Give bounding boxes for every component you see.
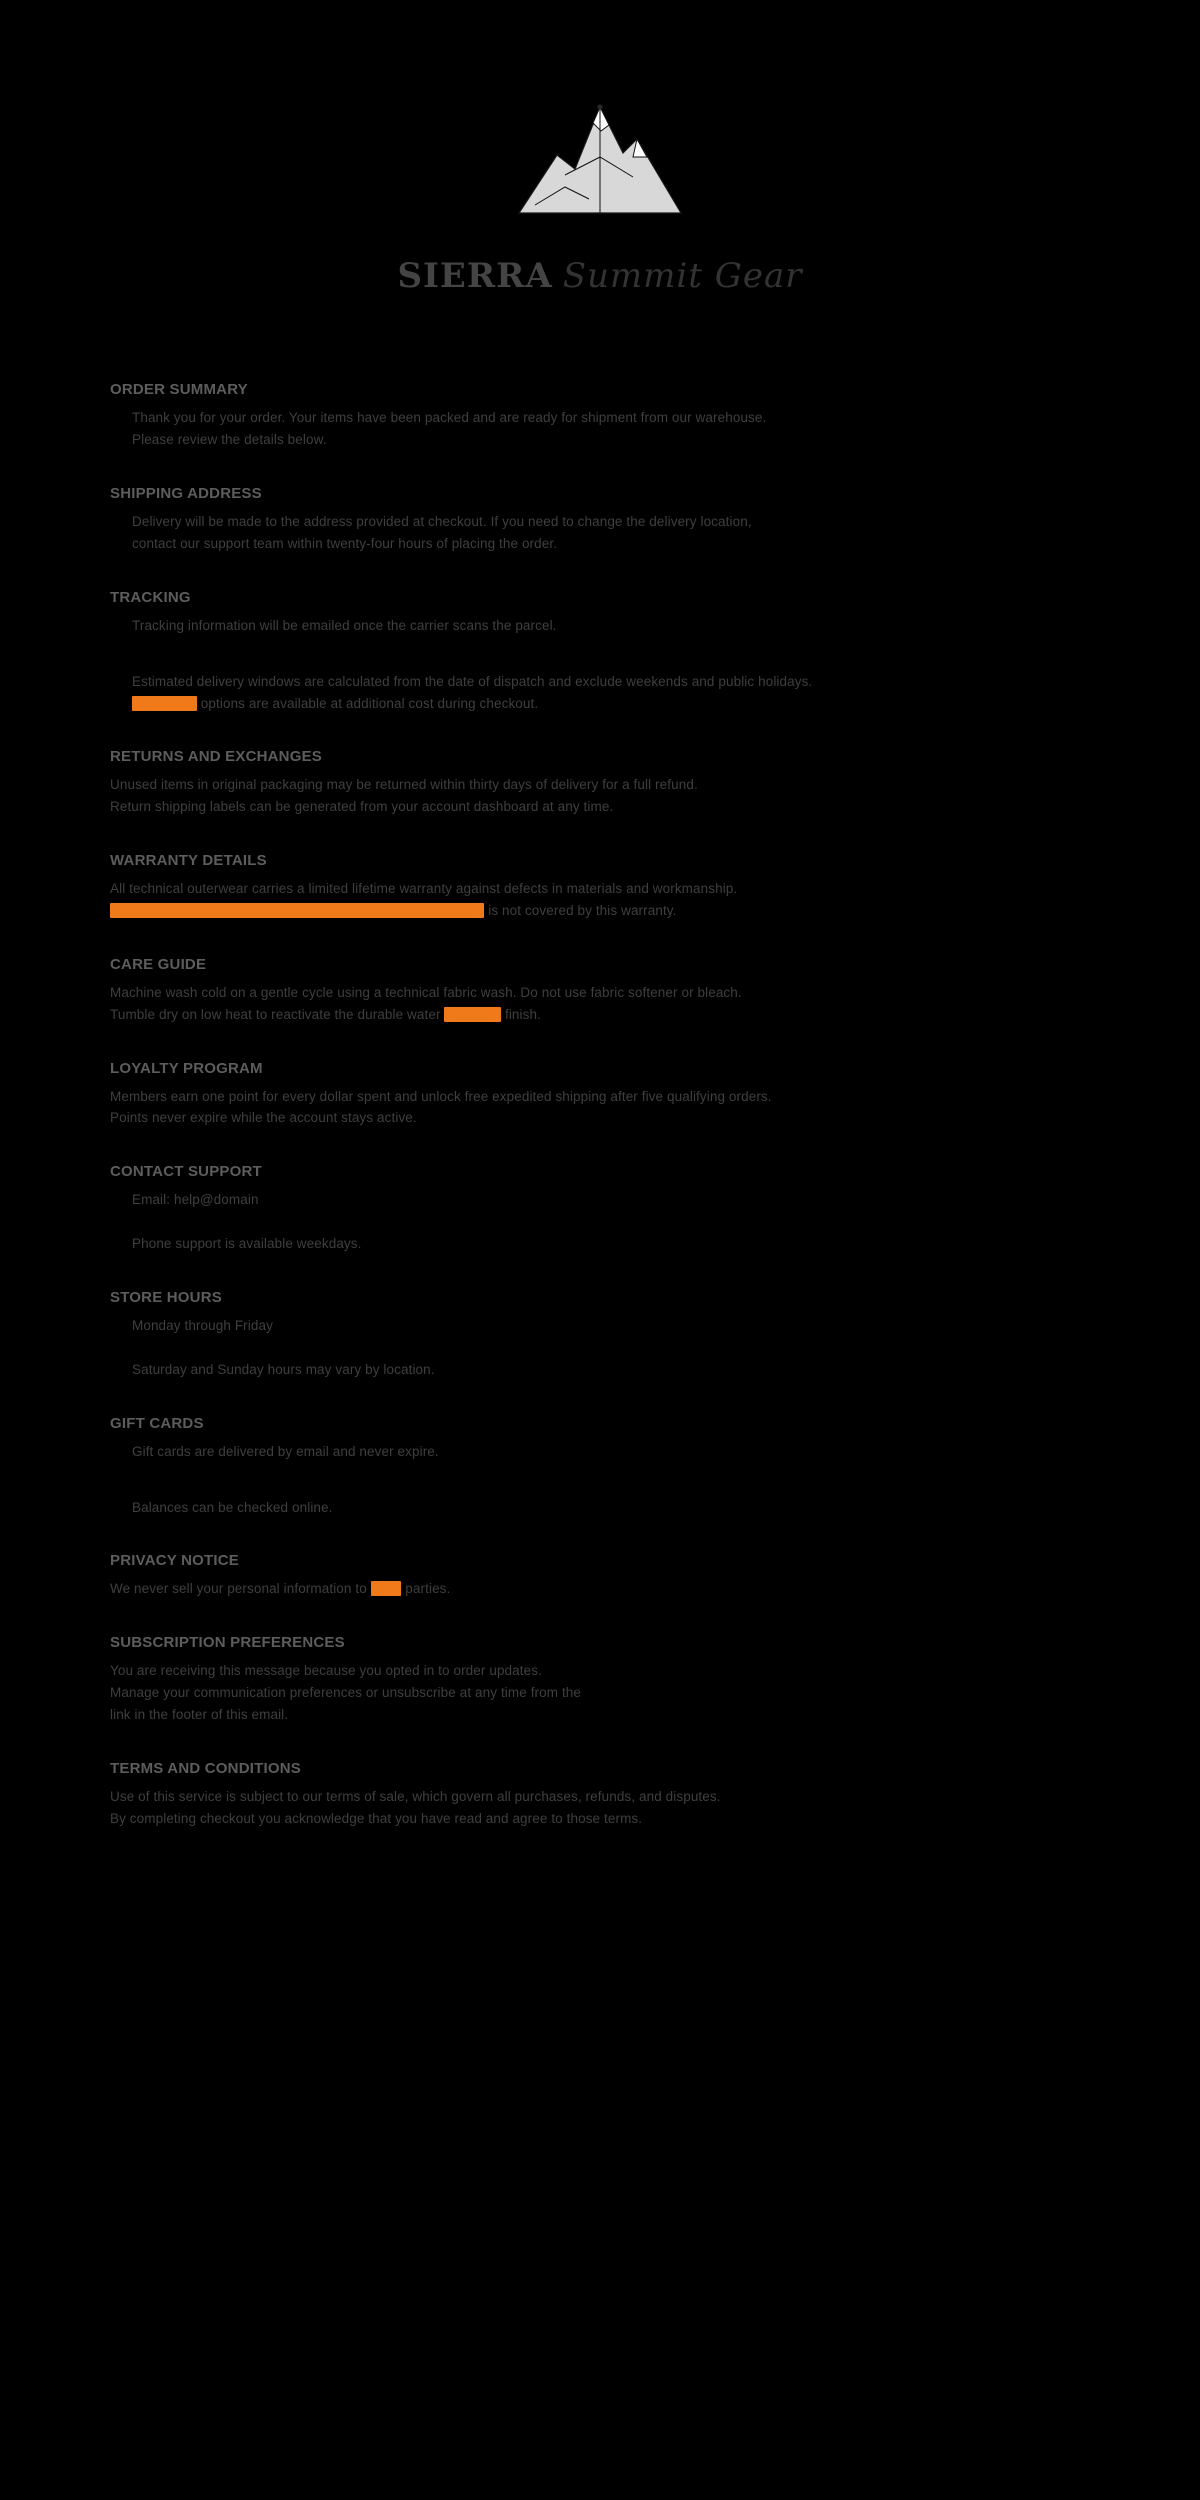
text-line: Please review the details below. xyxy=(132,432,327,448)
text-line: link in the footer of this email. xyxy=(110,1707,289,1723)
section-text xyxy=(110,982,1090,1026)
section-heading: ORDER SUMMARY xyxy=(110,381,248,399)
blank-line xyxy=(132,1337,1090,1359)
text-line: Manage your communication preferences or unsubscribe at any time from the xyxy=(110,1685,582,1701)
section-heading: PRIVACY NOTICE xyxy=(110,1552,239,1570)
section-text xyxy=(110,1315,1090,1381)
highlighted-text: Damage caused by normal wear, accidents, or improper care xyxy=(112,902,483,918)
section-heading: LOYALTY PROGRAM xyxy=(110,1059,263,1077)
section-text xyxy=(110,1497,1090,1519)
section-heading: GIFT CARDS xyxy=(110,1414,204,1432)
section-text xyxy=(110,1660,1090,1726)
blank-line xyxy=(132,1211,1090,1233)
logo-container xyxy=(0,80,1200,240)
section-heading: CARE GUIDE xyxy=(110,955,207,973)
text-line xyxy=(110,1578,1090,1600)
text-line: Estimated delivery windows are calculated from the date of dispatch and exclude weekends and public holidays. xyxy=(132,673,813,689)
document-section xyxy=(110,1634,1090,1726)
section-text xyxy=(110,615,1090,637)
text-line xyxy=(110,900,1090,922)
document-section xyxy=(110,1289,1090,1381)
text-run: is not covered by this warranty. xyxy=(484,902,677,918)
document-section xyxy=(110,1552,1090,1600)
mountain-peaks-logo-icon xyxy=(505,95,695,225)
document-section xyxy=(110,1497,1090,1519)
text-line: Tracking information will be emailed once the carrier scans the parcel. xyxy=(132,617,557,633)
document-section xyxy=(110,589,1090,637)
section-heading: SHIPPING ADDRESS xyxy=(110,485,262,503)
text-line: Monday through Friday xyxy=(132,1318,273,1333)
section-heading: STORE HOURS xyxy=(110,1289,222,1306)
text-line: Members earn one point for every dollar spent and unlock free expedited shipping after five qualifying orders. xyxy=(110,1088,772,1104)
text-run: finish. xyxy=(501,1006,541,1022)
text-line: Email: help@domain xyxy=(132,1192,259,1208)
section-text xyxy=(110,1786,1090,1830)
document-header xyxy=(0,0,1200,295)
text-line: Balances can be checked online. xyxy=(132,1499,333,1515)
section-text xyxy=(110,1189,1090,1255)
document-section xyxy=(110,1163,1090,1255)
brand-title xyxy=(0,258,1200,295)
text-line: Points never expire while the account stays active. xyxy=(110,1110,417,1126)
document-section xyxy=(110,485,1090,555)
text-line: By completing checkout you acknowledge that you have read and agree to those terms. xyxy=(110,1810,643,1826)
text-line: Delivery will be made to the address provided at checkout. If you need to change the delivery location, xyxy=(132,514,752,530)
section-heading: CONTACT SUPPORT xyxy=(110,1163,262,1181)
text-line: Phone support is available weekdays. xyxy=(132,1236,362,1252)
section-text xyxy=(110,1441,1090,1463)
highlighted-text: third xyxy=(372,1581,400,1597)
document-section xyxy=(110,671,1090,715)
text-line: Return shipping labels can be generated from your account dashboard at any time. xyxy=(110,799,614,815)
document-section xyxy=(110,381,1090,451)
section-text xyxy=(110,1086,1090,1130)
text-run: parties. xyxy=(401,1581,451,1597)
section-text xyxy=(110,878,1090,922)
section-text xyxy=(110,671,1090,715)
text-run: options are available at additional cost during checkout. xyxy=(196,695,539,711)
text-line: Use of this service is subject to our terms of sale, which govern all purchases, refunds, and disputes. xyxy=(110,1788,721,1804)
document-section xyxy=(110,1760,1090,1830)
text-line: All technical outerwear carries a limited lifetime warranty against defects in materials and workmanship. xyxy=(110,881,738,897)
section-heading: TRACKING xyxy=(110,588,191,606)
text-line: Saturday and Sunday hours may vary by location. xyxy=(132,1361,435,1377)
section-text xyxy=(110,774,1090,818)
text-run: Tumble dry on low heat to reactivate the durable water xyxy=(110,1006,445,1022)
text-line xyxy=(132,693,1090,715)
section-text xyxy=(110,1578,1090,1600)
document-section xyxy=(110,748,1090,818)
document-body xyxy=(0,381,1200,1829)
document-section xyxy=(110,1060,1090,1130)
text-line: contact our support team within twenty-four hours of placing the order. xyxy=(132,535,558,551)
section-heading: WARRANTY DETAILS xyxy=(110,852,267,870)
text-line: Machine wash cold on a gentle cycle using a technical fabric wash. Do not use fabric softener or bleach. xyxy=(110,984,742,1000)
document-section xyxy=(110,1415,1090,1463)
section-heading: TERMS AND CONDITIONS xyxy=(110,1759,301,1777)
highlighted-text: Expedited xyxy=(134,695,195,711)
text-line: Unused items in original packaging may be returned within thirty days of delivery for a full refund. xyxy=(110,777,698,793)
section-text xyxy=(110,511,1090,555)
document-section xyxy=(110,956,1090,1026)
text-line: Thank you for your order. Your items have been packed and are ready for shipment from our warehouse. xyxy=(132,410,767,426)
section-heading: RETURNS AND EXCHANGES xyxy=(110,748,322,766)
text-run: We never sell your personal information to xyxy=(110,1581,371,1597)
text-line xyxy=(110,1004,1090,1026)
section-heading: SUBSCRIPTION PREFERENCES xyxy=(110,1634,345,1652)
brand-name-primary: SIERRA xyxy=(397,256,553,296)
text-line: You are receiving this message because you opted in to order updates. xyxy=(110,1663,542,1679)
section-text xyxy=(110,407,1090,451)
text-line: Gift cards are delivered by email and never expire. xyxy=(132,1443,439,1459)
highlighted-text: repellent xyxy=(446,1006,500,1022)
document-section xyxy=(110,852,1090,922)
brand-name-secondary: Summit Gear xyxy=(562,256,803,296)
